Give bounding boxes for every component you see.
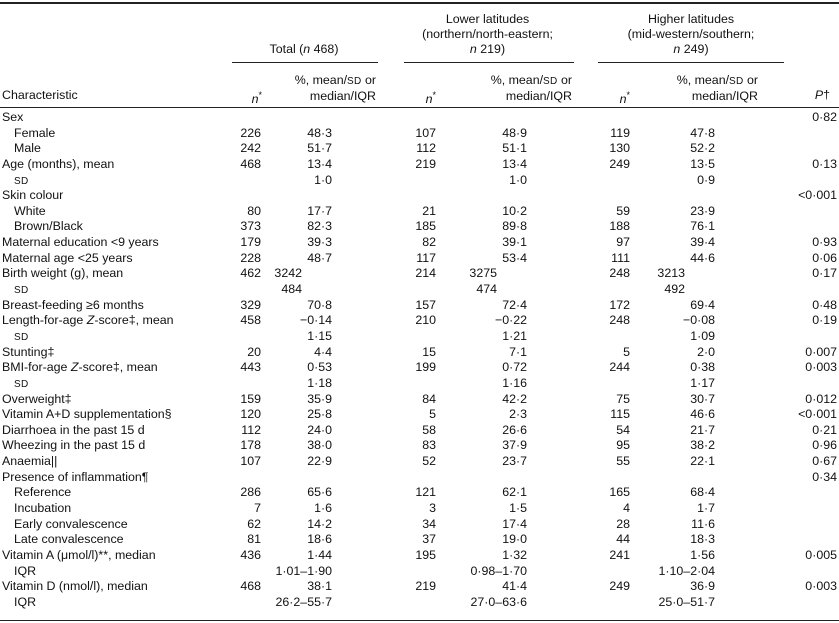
row-label: Age (months), mean [2, 156, 115, 171]
row-label: IQR [14, 563, 37, 578]
cell-n3: 44 [616, 532, 630, 547]
cell-v2: 3275 [469, 266, 497, 281]
cell-v3: −0·08 [682, 313, 715, 328]
cell-n3: 188 [609, 219, 630, 234]
cell-v2: −0·22 [494, 313, 527, 328]
cell-v3: 52·2 [690, 141, 715, 156]
cell-v2: 72·4 [502, 297, 527, 312]
cell-n1: 20 [247, 344, 261, 359]
cell-n2: 58 [422, 422, 436, 437]
cell-v1: 35·9 [307, 391, 332, 406]
col-stat-higher: %, mean/SD or median/IQR [676, 73, 758, 103]
cell-v1: 18·6 [307, 532, 332, 547]
cell-n1: 226 [240, 125, 261, 140]
cell-p: 0·17 [812, 266, 837, 281]
cell-v2: 1·21 [502, 328, 527, 343]
cell-v1: 24·0 [307, 422, 332, 437]
cell-n2: 107 [415, 125, 436, 140]
cell-n3: 75 [616, 391, 630, 406]
row-label: Anaemia|| [2, 454, 58, 469]
cell-n3: 97 [616, 235, 630, 250]
col-n-total: n* [251, 90, 262, 107]
row-label: Brown/Black [14, 219, 83, 234]
row-label: IQR [14, 594, 37, 609]
cell-v2: 48·9 [502, 125, 527, 140]
cell-n2: 199 [415, 360, 436, 375]
cell-v2: 19·0 [502, 532, 527, 547]
cell-v2: 2·3 [509, 407, 527, 422]
row-label: Sex [2, 110, 24, 124]
row-label: Vitamin A+D supplementation§ [2, 407, 172, 422]
cell-p: 0·003 [805, 360, 837, 375]
cell-v3: 25·0–51·7 [658, 594, 715, 609]
cell-n2: 37 [422, 532, 436, 547]
cell-v2: 41·4 [502, 579, 527, 594]
cell-v2: 17·4 [502, 516, 527, 531]
cell-v3: 11·6 [691, 516, 715, 531]
cell-n1: 286 [240, 485, 261, 500]
cell-n1: 112 [241, 422, 261, 437]
cell-n3: 54 [616, 422, 630, 437]
row-label: Vitamin A (μmol/l)**, median [2, 547, 156, 562]
cell-n3: 248 [609, 313, 630, 328]
cell-v3: 1·7 [697, 501, 715, 515]
cell-n1: 159 [240, 391, 261, 406]
cell-v3: 76·1 [690, 219, 715, 234]
cell-v3: 18·3 [690, 532, 715, 547]
cell-v1: 14·2 [307, 516, 332, 531]
cell-n2: 219 [415, 156, 436, 171]
cell-p: 0·67 [812, 454, 837, 469]
cell-n3: 28 [616, 516, 630, 531]
cell-v1: 13·4 [307, 156, 332, 171]
cell-n2: 84 [422, 391, 436, 406]
cell-n1: 373 [240, 219, 261, 234]
table-bottom-rule [0, 620, 839, 621]
cell-v2: 42·2 [502, 391, 527, 406]
cell-n1: 120 [240, 407, 261, 422]
cell-p: 0·93 [812, 235, 837, 250]
row-label: Maternal age <25 years [2, 250, 133, 265]
cell-v1: 48·3 [307, 125, 332, 140]
row-label: Female [14, 125, 56, 140]
cell-v1: 39·3 [307, 235, 332, 250]
row-label: Vitamin D (nmol/l), median [2, 579, 148, 594]
cell-v1: 82·3 [307, 219, 332, 234]
cell-v3: 1·10–2·04 [658, 563, 715, 578]
cell-n2: 121 [415, 485, 436, 500]
cell-n3: 249 [609, 579, 630, 594]
cell-v3: 39·4 [690, 235, 715, 250]
cell-n3: 5 [623, 344, 630, 359]
cell-n2: 82 [422, 235, 436, 250]
row-label: Incubation [14, 501, 72, 515]
cell-n3: 172 [609, 297, 630, 312]
cell-p: 0·82 [812, 110, 837, 124]
cell-v1: 38·1 [307, 579, 332, 594]
header-higher: Higher latitudes (mid-western/southern; n 249) [627, 12, 755, 56]
cell-v3: 1·56 [690, 547, 715, 562]
cell-v1: 0·53 [307, 360, 332, 375]
cell-n3: 55 [616, 454, 630, 469]
cell-n1: 242 [240, 141, 261, 156]
total-underline [232, 62, 378, 63]
lower-underline [404, 62, 574, 63]
cell-v1: 38·0 [307, 438, 332, 453]
cell-v2: 7·1 [509, 344, 527, 359]
cell-p: 0·005 [805, 547, 837, 562]
cell-v1: 51·7 [307, 141, 332, 156]
cell-n2: 219 [415, 579, 436, 594]
col-characteristic: Characteristic [2, 88, 78, 102]
header-total: Total (n 468) [269, 42, 339, 56]
row-label: Wheezing in the past 15 d [2, 438, 146, 453]
cell-v3: 1·09 [690, 328, 715, 343]
cell-v3: 44·6 [690, 250, 715, 265]
cell-v1: 484 [281, 282, 302, 297]
row-label: Overweight‡ [2, 391, 72, 406]
cell-n3: 95 [616, 438, 630, 453]
row-label: Breast-feeding ≥6 months [2, 297, 144, 312]
cell-v3: 68·4 [690, 485, 715, 500]
row-label: Birth weight (g), mean [2, 266, 124, 281]
cell-n2: 15 [422, 344, 436, 359]
row-label: Length-for-age Z-score‡, mean [2, 313, 174, 328]
cell-v2: 23·7 [502, 454, 527, 469]
cell-p: 0·13 [812, 156, 837, 171]
cell-v2: 39·1 [502, 235, 527, 250]
cell-n2: 185 [415, 219, 436, 234]
row-label: SD [14, 285, 29, 297]
col-n-lower: n* [425, 90, 436, 107]
cell-v1: 17·7 [307, 203, 332, 218]
row-label: Maternal education <9 years [2, 235, 159, 250]
cell-v3: 36·9 [690, 579, 715, 594]
row-label: Reference [14, 485, 72, 500]
cell-n1: 468 [240, 579, 261, 594]
cell-p: 0·96 [812, 438, 837, 453]
row-label: Skin colour [2, 188, 64, 203]
row-label: Presence of inflammation¶ [2, 469, 149, 484]
row-label: Stunting‡ [2, 344, 55, 359]
cell-p: 0·19 [812, 313, 837, 328]
cell-n1: 80 [247, 203, 261, 218]
cell-v2: 37·9 [502, 438, 527, 453]
cell-v2: 51·1 [502, 141, 527, 156]
cell-v3: 0·38 [690, 360, 715, 375]
col-stat-total: %, mean/SD or median/IQR [294, 73, 376, 103]
cell-n2: 5 [429, 407, 436, 422]
cell-v3: 38·2 [690, 438, 715, 453]
cell-v2: 0·72 [502, 360, 527, 375]
cell-n3: 130 [609, 141, 630, 156]
cell-n1: 436 [240, 547, 261, 562]
col-p: P† [814, 88, 830, 102]
cell-v1: 22·9 [307, 454, 332, 469]
cell-n2: 34 [422, 516, 436, 531]
cell-n2: 157 [415, 297, 436, 312]
cell-n1: 178 [240, 438, 261, 453]
row-label: Late convalescence [14, 532, 124, 547]
cell-n1: 443 [240, 360, 261, 375]
cell-v1: 65·6 [307, 485, 332, 500]
header-lower: Lower latitudes (northern/north-eastern; n 219) [422, 12, 553, 56]
cell-v2: 62·1 [502, 485, 527, 500]
cell-p: <0·001 [798, 407, 837, 422]
cell-v2: 1·0 [509, 172, 527, 187]
cell-p: 0·21 [812, 422, 837, 437]
cell-v3: 22·1 [690, 454, 715, 469]
cell-v3: 2·0 [697, 344, 715, 359]
cell-n3: 249 [609, 156, 630, 171]
row-label: Male [14, 141, 41, 156]
cell-v2: 53·4 [502, 250, 527, 265]
higher-underline [598, 62, 784, 63]
col-n-higher: n* [619, 90, 630, 107]
cell-v1: 1·18 [307, 375, 332, 390]
cell-p: 0·06 [812, 250, 837, 265]
cell-n1: 468 [240, 156, 261, 171]
cell-n2: 195 [415, 547, 436, 562]
cell-v1: 1·44 [307, 547, 332, 562]
row-label: White [14, 203, 46, 218]
cell-v2: 1·32 [502, 547, 527, 562]
cell-n1: 462 [240, 266, 261, 281]
cell-v2: 89·8 [502, 219, 527, 234]
cell-v3: 23·9 [690, 203, 715, 218]
cell-v1: 1·01–1·90 [275, 563, 332, 578]
cell-v3: 13·5 [690, 156, 715, 171]
cell-v2: 10·2 [502, 203, 527, 218]
cell-n3: 115 [610, 407, 630, 422]
cell-p: 0·003 [805, 579, 837, 594]
cell-n1: 62 [247, 516, 261, 531]
cell-n3: 59 [616, 203, 630, 218]
cell-v3: 3213 [657, 266, 685, 281]
row-label: SD [14, 331, 29, 343]
cell-v3: 46·6 [690, 407, 715, 422]
cell-n1: 81 [247, 532, 261, 547]
cell-p: <0·001 [798, 188, 837, 203]
cell-n2: 117 [416, 250, 436, 265]
cell-p: 0·48 [812, 297, 837, 312]
cell-n2: 3 [429, 501, 436, 515]
cell-n3: 111 [611, 250, 630, 265]
cell-v3: 69·4 [690, 297, 715, 312]
cell-n2: 214 [415, 266, 436, 281]
cell-v3: 47·8 [690, 125, 715, 140]
cell-n3: 248 [609, 266, 630, 281]
cell-n1: 179 [240, 235, 261, 250]
cell-v2: 0·98–1·70 [470, 563, 527, 578]
cell-v3: 1·17 [690, 375, 715, 390]
cell-n1: 458 [240, 313, 261, 328]
row-label: Early convalescence [14, 516, 128, 531]
cell-p: 0·007 [805, 344, 837, 359]
cell-n1: 107 [240, 454, 261, 469]
cell-v2: 27·0–63·6 [470, 594, 527, 609]
cell-v3: 30·7 [690, 391, 715, 406]
cell-n3: 4 [623, 501, 630, 515]
cell-v1: 4·4 [314, 344, 332, 359]
cell-v1: −0·14 [299, 313, 332, 328]
row-label: SD [14, 378, 29, 390]
cell-n3: 165 [609, 485, 630, 500]
cell-n1: 7 [254, 501, 261, 515]
cell-n2: 210 [415, 313, 436, 328]
cell-v3: 0·9 [697, 172, 715, 187]
cell-v1: 1·6 [314, 501, 332, 515]
col-stat-lower: %, mean/SD or median/IQR [490, 73, 572, 103]
cell-p: 0·012 [805, 391, 837, 406]
cell-n2: 83 [422, 438, 436, 453]
cell-v1: 1·0 [314, 172, 332, 187]
cell-n2: 112 [416, 141, 436, 156]
row-label: BMI-for-age Z-score‡, mean [2, 360, 158, 375]
cell-v3: 21·7 [690, 422, 715, 437]
row-label: Diarrhoea in the past 15 d [2, 422, 145, 437]
cell-n1: 329 [240, 297, 261, 312]
cell-n3: 244 [609, 360, 630, 375]
cell-n1: 228 [240, 250, 261, 265]
cell-v1: 26·2–55·7 [275, 594, 332, 609]
cell-v1: 25·8 [307, 407, 332, 422]
header-rule [0, 107, 839, 108]
cell-v2: 1·16 [502, 375, 527, 390]
cell-v1: 3242 [274, 266, 302, 281]
cell-v2: 13·4 [502, 156, 527, 171]
cell-n3: 119 [610, 125, 630, 140]
cell-p: 0·34 [812, 469, 837, 484]
cell-n3: 241 [609, 547, 630, 562]
cell-v1: 70·8 [307, 297, 332, 312]
cell-n2: 52 [422, 454, 436, 469]
cell-v1: 48·7 [307, 250, 332, 265]
cell-n2: 21 [422, 203, 436, 218]
cell-v2: 26·6 [502, 422, 527, 437]
cell-v1: 1·15 [307, 328, 332, 343]
table-top-rule [0, 2, 839, 4]
cell-v3: 492 [664, 282, 685, 297]
cell-v2: 474 [476, 282, 497, 297]
cell-v2: 1·5 [509, 501, 527, 515]
row-label: SD [14, 175, 29, 187]
